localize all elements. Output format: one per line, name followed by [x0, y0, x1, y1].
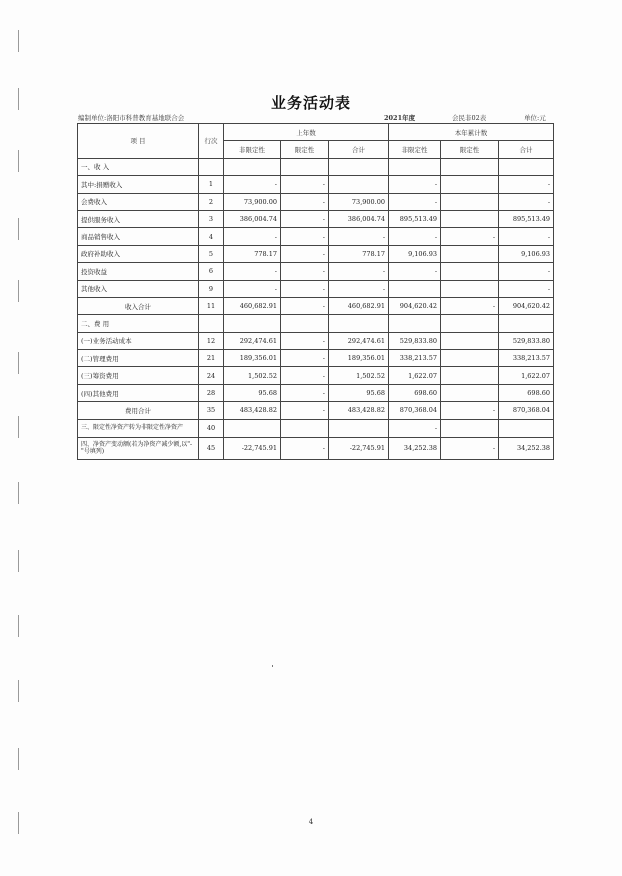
- cell-prev-total: -22,745.91: [329, 437, 389, 459]
- cell-prev-restricted: -: [281, 384, 329, 401]
- cell-curr-unrestricted: 338,213.57: [389, 350, 441, 367]
- cell-curr-unrestricted: 1,622.07: [389, 367, 441, 384]
- cell-curr-restricted: -: [441, 437, 499, 459]
- cell-prev-unrestricted: 483,428.82: [224, 402, 281, 419]
- cell-curr-unrestricted: [389, 315, 441, 332]
- cell-curr-unrestricted: -: [389, 176, 441, 193]
- cell-prev-unrestricted: 189,356.01: [224, 350, 281, 367]
- row-line-number: 28: [199, 384, 224, 401]
- cell-curr-total: [499, 315, 554, 332]
- cell-prev-unrestricted: 778.17: [224, 245, 281, 262]
- cell-prev-total: 460,682.91: [329, 297, 389, 314]
- cell-prev-total: 386,004.74: [329, 210, 389, 227]
- cell-curr-total: -: [499, 176, 554, 193]
- cell-prev-total: 1,502.52: [329, 367, 389, 384]
- row-label: 政府补助收入: [78, 245, 199, 262]
- row-line-number: 9: [199, 280, 224, 297]
- row-label: 二、费 用: [78, 315, 199, 332]
- table-row: [78, 210, 554, 227]
- cell-prev-total: 73,900.00: [329, 193, 389, 210]
- row-label: 会费收入: [78, 193, 199, 210]
- row-label: 四、净资产变动额(若为净资产减少额,以"-"号填列): [78, 437, 199, 459]
- cell-prev-unrestricted: [224, 158, 281, 175]
- cell-curr-total: 698.60: [499, 384, 554, 401]
- cell-prev-restricted: -: [281, 297, 329, 314]
- header-prev-year: 上年数: [224, 124, 389, 141]
- cell-curr-total: 895,513.49: [499, 210, 554, 227]
- row-label: (一)业务活动成本: [78, 332, 199, 349]
- cell-prev-restricted: [281, 158, 329, 175]
- cell-prev-unrestricted: [224, 419, 281, 437]
- cell-curr-total: 9,106.93: [499, 245, 554, 262]
- row-line-number: [199, 315, 224, 332]
- row-label: 一、收 入: [78, 158, 199, 175]
- table-row: [78, 263, 554, 280]
- table-row: [78, 297, 554, 314]
- cell-curr-unrestricted: 895,513.49: [389, 210, 441, 227]
- cell-curr-restricted: [441, 210, 499, 227]
- cell-prev-total: [329, 158, 389, 175]
- cell-curr-total: -: [499, 263, 554, 280]
- cell-prev-total: -: [329, 228, 389, 245]
- cell-prev-total: [329, 419, 389, 437]
- cell-curr-restricted: -: [441, 402, 499, 419]
- table-row: [78, 176, 554, 193]
- cell-prev-total: 483,428.82: [329, 402, 389, 419]
- cell-curr-restricted: [441, 193, 499, 210]
- table-row: [78, 315, 554, 332]
- form-code: 会民非02表: [452, 114, 487, 122]
- row-label: 收入合计: [78, 297, 199, 314]
- cell-prev-total: 95.68: [329, 384, 389, 401]
- cell-curr-restricted: [441, 350, 499, 367]
- row-label: (三)筹资费用: [78, 367, 199, 384]
- row-line-number: [199, 158, 224, 175]
- cell-prev-restricted: [281, 419, 329, 437]
- row-line-number: 4: [199, 228, 224, 245]
- cell-curr-unrestricted: [389, 158, 441, 175]
- cell-curr-total: 1,622.07: [499, 367, 554, 384]
- cell-curr-unrestricted: [389, 280, 441, 297]
- cell-prev-restricted: -: [281, 245, 329, 262]
- header-curr-unrestricted: 非限定性: [389, 141, 441, 158]
- cell-prev-restricted: -: [281, 367, 329, 384]
- cell-curr-unrestricted: 529,833.80: [389, 332, 441, 349]
- cell-curr-total: 338,213.57: [499, 350, 554, 367]
- row-line-number: 24: [199, 367, 224, 384]
- cell-curr-restricted: [441, 315, 499, 332]
- cell-prev-total: [329, 176, 389, 193]
- cell-curr-total: -: [499, 280, 554, 297]
- cell-curr-unrestricted: 9,106.93: [389, 245, 441, 262]
- cell-curr-unrestricted: 34,252.38: [389, 437, 441, 459]
- preparing-unit: 编制单位:洛阳市科普教育基地联合会: [78, 114, 185, 122]
- cell-prev-restricted: -: [281, 350, 329, 367]
- row-label: 费用合计: [78, 402, 199, 419]
- cell-prev-restricted: -: [281, 332, 329, 349]
- cell-prev-restricted: -: [281, 228, 329, 245]
- cell-curr-restricted: [441, 419, 499, 437]
- report-title: 业务活动表: [270, 94, 351, 112]
- table-row: [78, 228, 554, 245]
- cell-prev-restricted: -: [281, 402, 329, 419]
- row-label: 提供服务收入: [78, 210, 199, 227]
- activity-table: [77, 123, 554, 460]
- row-label: 商品销售收入: [78, 228, 199, 245]
- cell-curr-restricted: [441, 280, 499, 297]
- cell-curr-unrestricted: -: [389, 193, 441, 210]
- cell-curr-restricted: [441, 384, 499, 401]
- cell-curr-unrestricted: 904,620.42: [389, 297, 441, 314]
- cell-curr-total: [499, 419, 554, 437]
- cell-prev-restricted: -: [281, 193, 329, 210]
- cell-prev-unrestricted: 73,900.00: [224, 193, 281, 210]
- cell-prev-total: 778.17: [329, 245, 389, 262]
- table-header-row: [78, 124, 554, 141]
- cell-prev-total: 189,356.01: [329, 350, 389, 367]
- cell-curr-restricted: [441, 263, 499, 280]
- table-row: [78, 402, 554, 419]
- cell-curr-restricted: [441, 332, 499, 349]
- row-line-number: 2: [199, 193, 224, 210]
- scan-speck: [272, 665, 273, 667]
- row-label: 其中:捐赠收入: [78, 176, 199, 193]
- cell-prev-unrestricted: -: [224, 228, 281, 245]
- cell-prev-restricted: -: [281, 437, 329, 459]
- cell-prev-unrestricted: -22,745.91: [224, 437, 281, 459]
- currency-unit: 单位:元: [524, 114, 546, 122]
- table-row: [78, 332, 554, 349]
- table-row: [78, 437, 554, 459]
- binding-margin-marks: [18, 30, 22, 850]
- table-row: [78, 350, 554, 367]
- row-line-number: 11: [199, 297, 224, 314]
- cell-curr-total: [499, 158, 554, 175]
- row-line-number: 45: [199, 437, 224, 459]
- cell-curr-total: 529,833.80: [499, 332, 554, 349]
- header-curr-total: 合计: [499, 141, 554, 158]
- table-row: [78, 193, 554, 210]
- cell-curr-restricted: [441, 158, 499, 175]
- cell-prev-unrestricted: 95.68: [224, 384, 281, 401]
- cell-curr-unrestricted: -: [389, 263, 441, 280]
- cell-prev-restricted: [281, 315, 329, 332]
- row-line-number: 5: [199, 245, 224, 262]
- page-number: 4: [308, 818, 314, 826]
- cell-curr-unrestricted: 698.60: [389, 384, 441, 401]
- header-prev-unrestricted: 非限定性: [224, 141, 281, 158]
- cell-prev-restricted: -: [281, 263, 329, 280]
- cell-curr-restricted: [441, 245, 499, 262]
- row-line-number: 3: [199, 210, 224, 227]
- header-line: 行次: [199, 124, 224, 159]
- table-row: [78, 367, 554, 384]
- cell-curr-unrestricted: -: [389, 419, 441, 437]
- cell-curr-restricted: -: [441, 228, 499, 245]
- header-curr-year: 本年累计数: [389, 124, 554, 141]
- cell-prev-total: 292,474.61: [329, 332, 389, 349]
- table-row: [78, 419, 554, 437]
- header-item: 项 目: [78, 124, 199, 159]
- row-line-number: 6: [199, 263, 224, 280]
- table-row: [78, 245, 554, 262]
- row-line-number: 21: [199, 350, 224, 367]
- cell-prev-restricted: -: [281, 176, 329, 193]
- row-label: 其他收入: [78, 280, 199, 297]
- cell-prev-unrestricted: 292,474.61: [224, 332, 281, 349]
- cell-prev-total: -: [329, 280, 389, 297]
- row-line-number: 12: [199, 332, 224, 349]
- report-year: 2021年度: [384, 114, 416, 122]
- row-label: 投资收益: [78, 263, 199, 280]
- cell-prev-restricted: -: [281, 210, 329, 227]
- header-prev-total: 合计: [329, 141, 389, 158]
- row-line-number: 1: [199, 176, 224, 193]
- cell-curr-total: -: [499, 193, 554, 210]
- cell-curr-restricted: -: [441, 297, 499, 314]
- row-label: (二)管理费用: [78, 350, 199, 367]
- cell-curr-total: 870,368.04: [499, 402, 554, 419]
- cell-prev-unrestricted: -: [224, 263, 281, 280]
- cell-curr-total: 34,252.38: [499, 437, 554, 459]
- row-line-number: 35: [199, 402, 224, 419]
- row-line-number: 40: [199, 419, 224, 437]
- cell-prev-total: [329, 315, 389, 332]
- cell-prev-unrestricted: [224, 315, 281, 332]
- cell-curr-restricted: [441, 367, 499, 384]
- cell-curr-unrestricted: 870,368.04: [389, 402, 441, 419]
- row-label: 三、限定性净资产转为非限定性净资产: [78, 419, 199, 437]
- header-prev-restricted: 限定性: [281, 141, 329, 158]
- table-row: [78, 158, 554, 175]
- cell-prev-unrestricted: 386,004.74: [224, 210, 281, 227]
- cell-curr-unrestricted: -: [389, 228, 441, 245]
- row-label: (四)其他费用: [78, 384, 199, 401]
- cell-prev-unrestricted: 460,682.91: [224, 297, 281, 314]
- cell-prev-unrestricted: 1,502.52: [224, 367, 281, 384]
- cell-curr-restricted: [441, 176, 499, 193]
- table-row: [78, 280, 554, 297]
- cell-prev-restricted: -: [281, 280, 329, 297]
- cell-curr-total: 904,620.42: [499, 297, 554, 314]
- table-row: [78, 384, 554, 401]
- cell-prev-total: -: [329, 263, 389, 280]
- cell-prev-unrestricted: -: [224, 280, 281, 297]
- cell-curr-total: -: [499, 228, 554, 245]
- cell-prev-unrestricted: -: [224, 176, 281, 193]
- header-curr-restricted: 限定性: [441, 141, 499, 158]
